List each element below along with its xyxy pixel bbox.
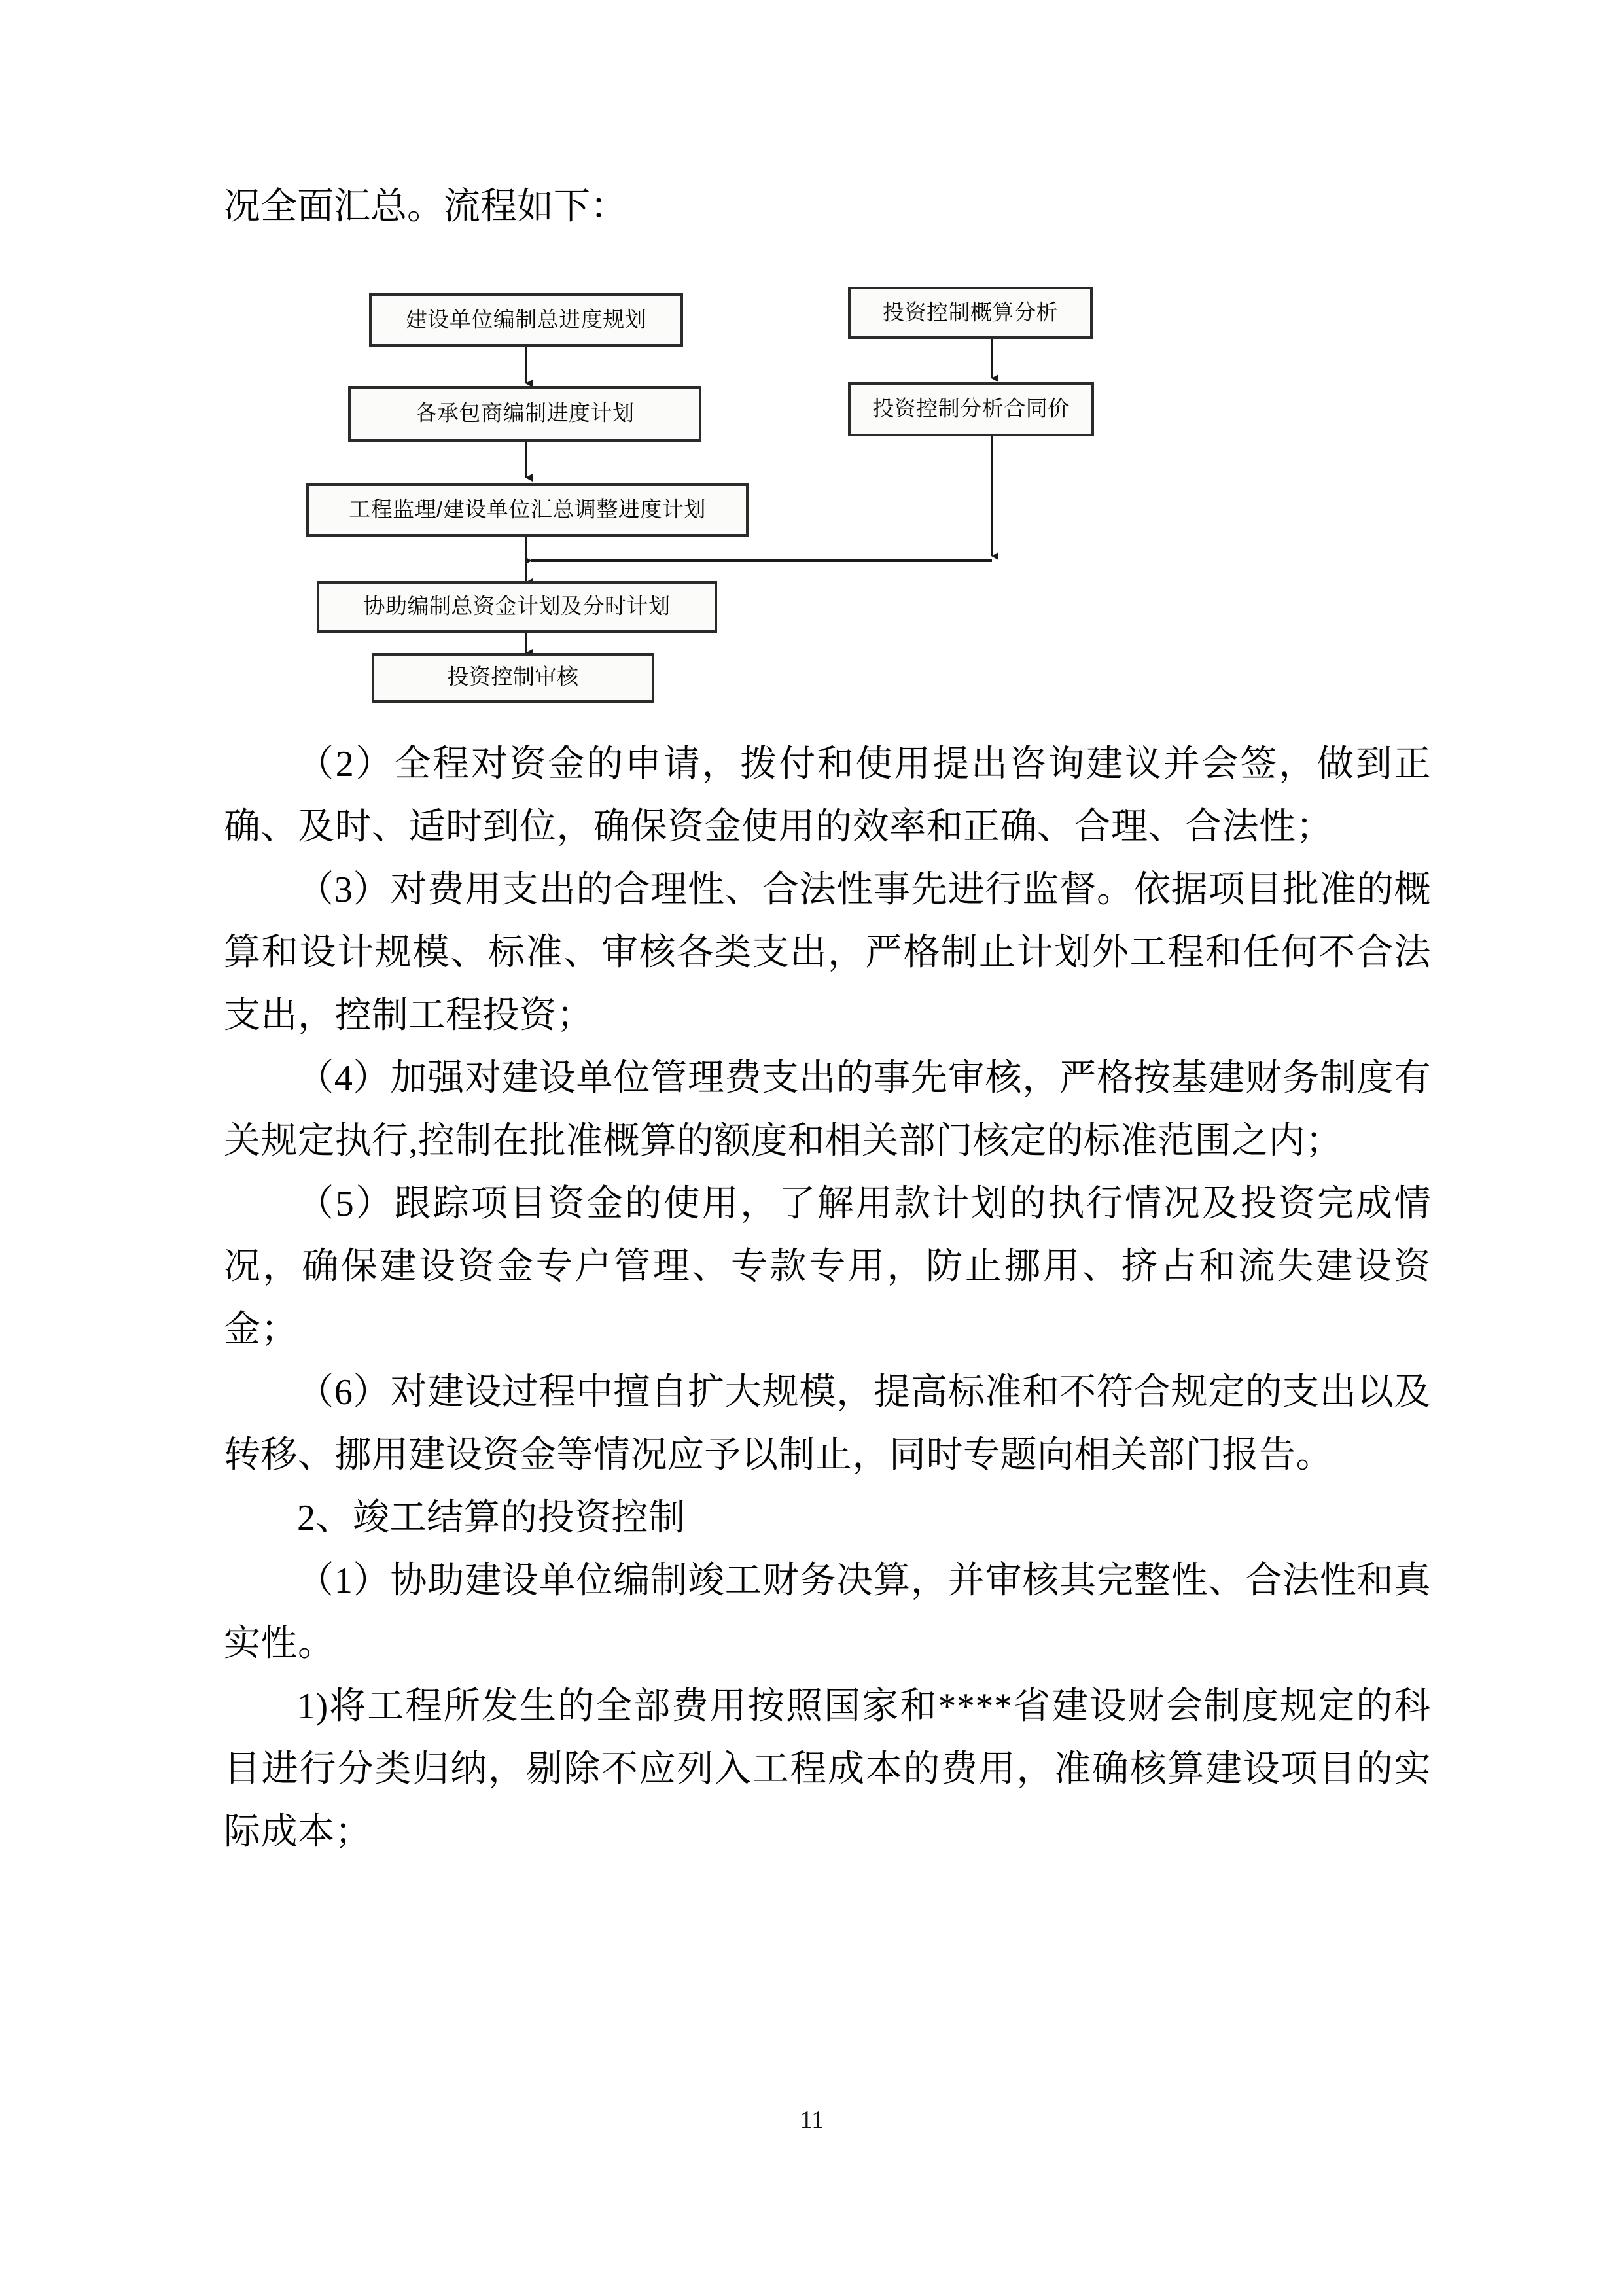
page-number: 11	[800, 2106, 824, 2134]
flow-node-n2	[349, 387, 700, 440]
lead-text-line: 况全面汇总。流程如下：	[224, 186, 627, 227]
paragraph-6: （6）对建设过程中擅自扩大规模，提高标准和不符合规定的支出以及转移、挪用建设资金等情况应予以制止，同时专题向相关部门报告。	[224, 1372, 1431, 1475]
subsection-1: （1）协助建设单位编制竣工财务决算，并审核其完整性、合法性和真实性。	[224, 1561, 1431, 1664]
paragraph-3: （3）对费用支出的合理性、合法性事先进行监督。依据项目批准的概算和设计规模、标准、审核各类支出，严格制止计划外工程和任何不合法支出，控制工程投资；	[224, 870, 1431, 1036]
paragraph-2: （2）全程对资金的申请，拨付和使用提出咨询建议并会签，做到正确、及时、适时到位，确保资金使用的效率和正确、合理、合法性；	[224, 744, 1431, 847]
section-heading-2: 2、竣工结算的投资控制	[297, 1498, 686, 1538]
flow-node-n4	[318, 582, 716, 631]
flow-node-n5	[373, 654, 653, 701]
flow-node-n6-label: 投资控制概算分析	[883, 300, 1058, 325]
flow-node-n1-label: 建设单位编制总进度规划	[405, 307, 647, 332]
flow-node-n6	[849, 288, 1091, 338]
flow-node-n1	[370, 294, 682, 345]
flow-node-n7-label: 投资控制分析合同价	[872, 396, 1070, 421]
flow-node-n5-label: 投资控制审核	[447, 664, 579, 689]
flow-node-n3	[308, 484, 747, 535]
paragraph-5: （5）跟踪项目资金的使用，了解用款计划的执行情况及投资完成情况，确保建设资金专户管理、专款专用，防止挪用、挤占和流失建设资金；	[224, 1184, 1431, 1350]
body-text-block	[224, 733, 1431, 1863]
flow-node-n7	[849, 383, 1093, 435]
flow-node-n4-label: 协助编制总资金计划及分时计划	[363, 593, 671, 618]
paragraph-4: （4）加强对建设单位管理费支出的事先审核，严格按基建财务制度有关规定执行,控制在批准概算的额度和相关部门核定的标准范围之内；	[224, 1058, 1431, 1161]
subsection-1-item-1: 1)将工程所发生的全部费用按照国家和****省建设财会制度规定的科目进行分类归纳，剔除不应列入工程成本的费用，准确核算建设项目的实际成本；	[224, 1686, 1431, 1852]
investment-control-flowchart	[0, 262, 1624, 720]
flow-node-n3-label: 工程监理/建设单位汇总调整进度计划	[349, 497, 706, 521]
flow-node-n2-label: 各承包商编制进度计划	[415, 400, 635, 425]
